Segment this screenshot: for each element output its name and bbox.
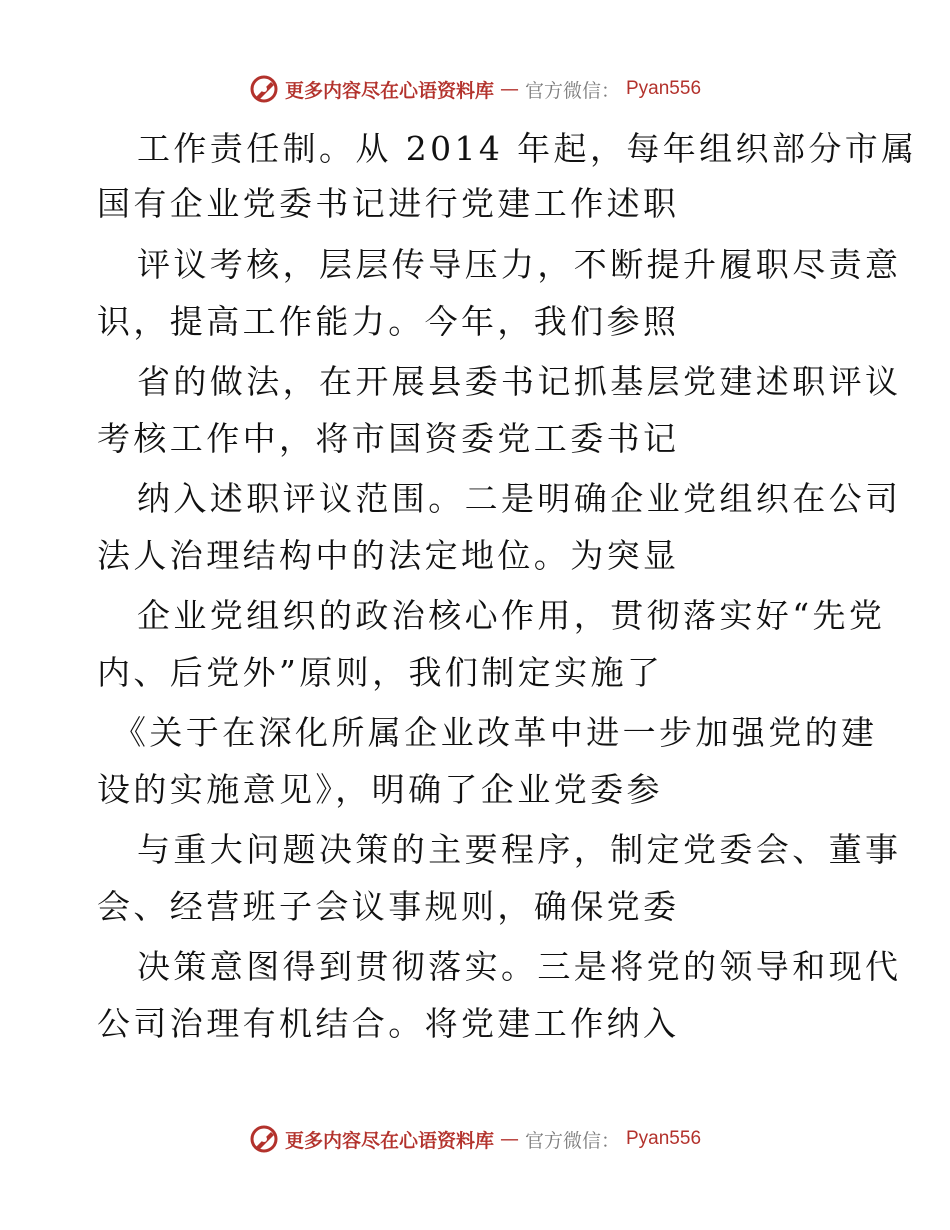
watermark-separator: —	[499, 1128, 519, 1150]
body-line: 考核工作中，将市国资委党工委书记	[97, 419, 680, 458]
watermark-wechat-id: Pyan556	[626, 1128, 702, 1149]
body-line: 国有企业党委书记进行党建工作述职	[97, 184, 680, 223]
body-line: 与重大问题决策的主要程序，制定党委会、董事	[137, 830, 902, 869]
body-line: 企业党组织的政治核心作用，贯彻落实好“先党	[137, 596, 886, 635]
body-line: 识，提高工作能力。今年，我们参照	[97, 302, 680, 341]
body-line: 《关于在深化所属企业改革中进一步加强党的建	[113, 713, 878, 752]
body-line: 省的做法，在开展县委书记抓基层党建述职评议	[137, 362, 902, 401]
watermark-wechat-label: 官方微信：	[524, 1129, 620, 1152]
footer-watermark	[0, 1124, 950, 1154]
body-line: 设的实施意见》，明确了企业党委参	[97, 770, 663, 809]
body-line: 评议考核，层层传导压力，不断提升履职尽责意	[137, 245, 902, 284]
body-line: 内、后党外”原则，我们制定实施了	[97, 653, 664, 692]
watermark-wechat-label: 官方微信：	[524, 79, 620, 102]
quill-pen-logo-icon	[249, 74, 279, 104]
header-watermark	[0, 74, 950, 104]
watermark-wechat-id: Pyan556	[626, 78, 702, 99]
body-line: 纳入述职评议范围。二是明确企业党组织在公司	[137, 479, 902, 518]
quill-pen-logo-icon	[249, 1124, 279, 1154]
body-line: 公司治理有机结合。将党建工作纳入	[97, 1004, 680, 1043]
watermark-brand-text: 更多内容尽在心语资料库	[284, 79, 494, 102]
body-line: 工作责任制。从 2014 年起，每年组织部分市属	[137, 129, 918, 168]
body-line: 决策意图得到贯彻落实。三是将党的领导和现代	[137, 947, 902, 986]
watermark-brand-text: 更多内容尽在心语资料库	[284, 1129, 494, 1152]
body-line: 会、经营班子会议事规则，确保党委	[97, 887, 680, 926]
body-line: 法人治理结构中的法定地位。为突显	[97, 536, 680, 575]
watermark-separator: —	[499, 78, 519, 100]
